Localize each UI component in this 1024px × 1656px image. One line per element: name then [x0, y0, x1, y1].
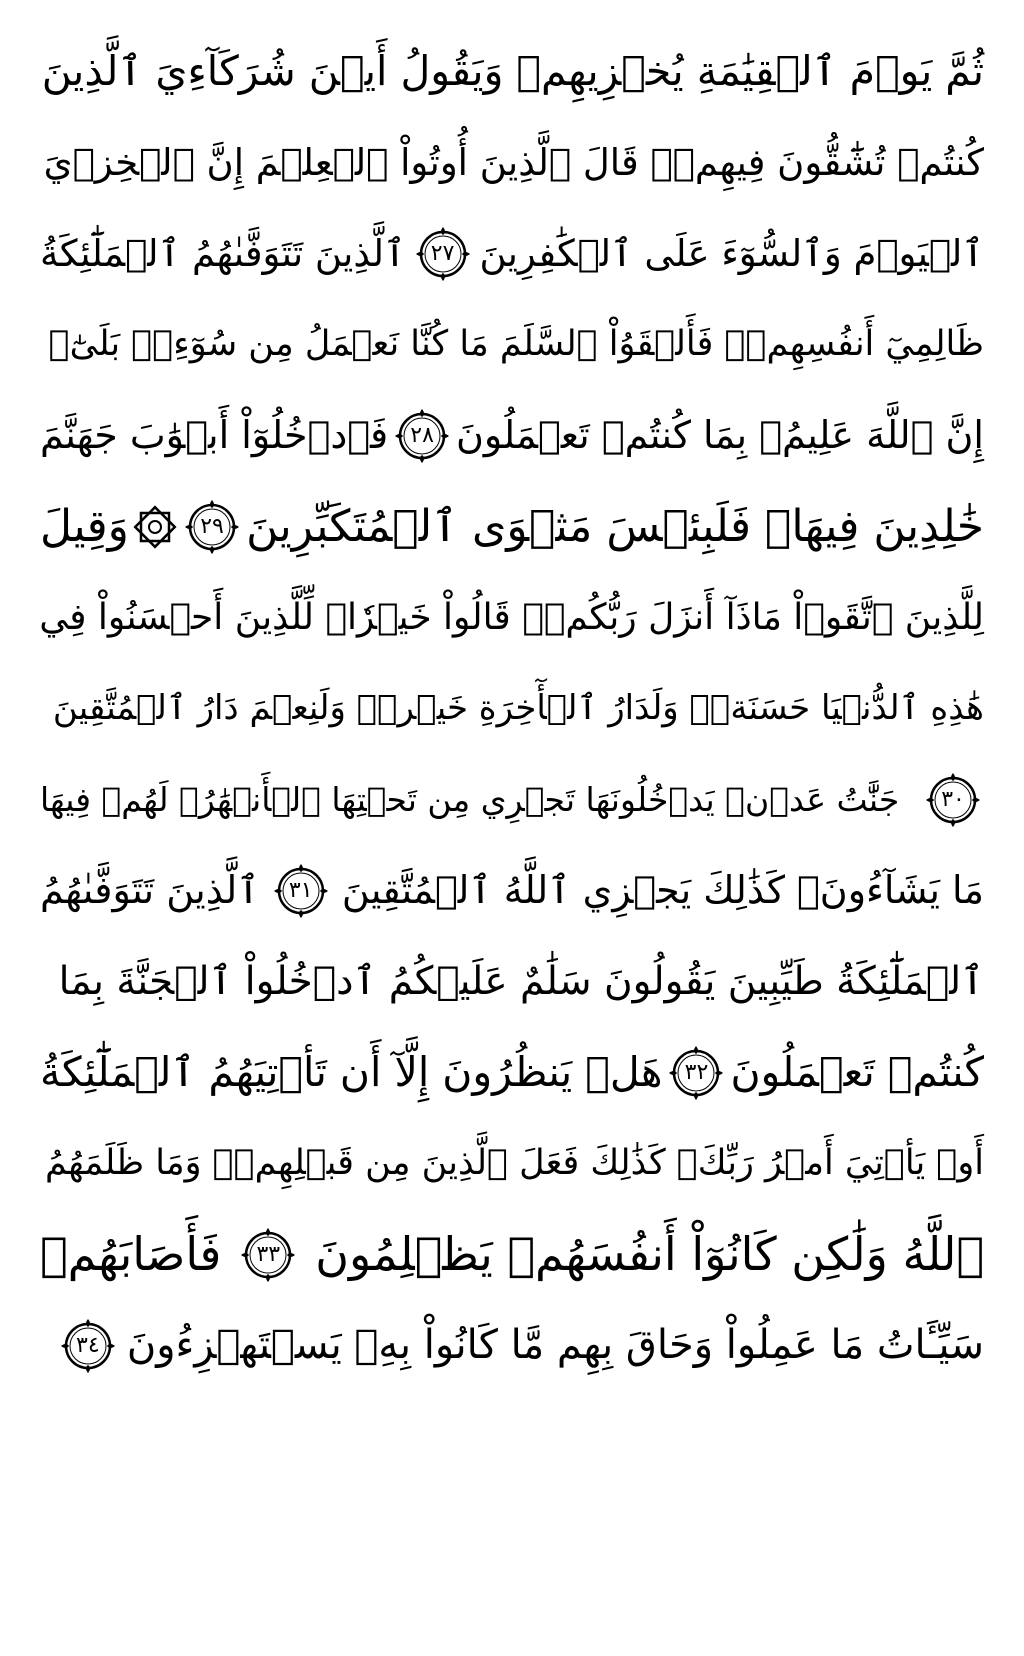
verse-text: أَوۡ يَأۡتِيَ أَمۡرُ رَبِّكَۚ كَذَٰلِكَ فَعَلَ ٱلَّذِينَ مِن قَبۡلِهِمۡۚ وَمَا ظَلَمَهُمُ: [44, 1143, 984, 1183]
verse-text: هَلۡ يَنظُرُونَ إِلَّآ أَن تَأۡتِيَهُمُ ٱلۡمَلَٰٓئِكَةُ: [40, 1048, 663, 1096]
text-line: [40, 1300, 984, 1391]
text-line: [40, 117, 984, 208]
text-line: [40, 936, 984, 1027]
text-line: [40, 208, 984, 299]
verse-text: فَٱدۡخُلُوٓاْ أَبۡوَٰبَ جَهَنَّمَ: [40, 413, 389, 457]
text-line: [40, 1118, 984, 1209]
text-line: [40, 845, 984, 936]
text-line: [40, 663, 984, 754]
verse-text: كُنتُمۡ تَعۡمَلُونَ: [730, 1048, 984, 1096]
verse-text: كُنتُمۡ تُشَٰٓقُّونَ فِيهِمۡۚ قَالَ ٱلَّذِينَ أُوتُواْ ٱلۡعِلۡمَ إِنَّ ٱلۡخِزۡيَ: [43, 141, 984, 184]
verse-text: فَأَصَابَهُمۡ: [40, 1227, 222, 1281]
verse-number: ٣٠: [941, 786, 965, 812]
verse-text: ثُمَّ يَوۡمَ ٱلۡقِيَٰمَةِ يُخۡزِيهِمۡ وَيَقُولُ أَيۡنَ شُرَكَآءِيَ ٱلَّذِينَ: [41, 47, 984, 95]
verse-text: ٱلۡيَوۡمَ وَٱلسُّوٓءَ عَلَى ٱلۡكَٰفِرِينَ: [479, 232, 984, 275]
text-line: [40, 481, 984, 572]
verse-number-marker: [391, 405, 453, 467]
text-line: [40, 1027, 984, 1118]
text-line: [40, 1209, 984, 1300]
verse-number-marker: [57, 1315, 119, 1377]
verse-text: ٱلَّذِينَ تَتَوَفَّىٰهُمُ ٱلۡمَلَٰٓئِكَةُ: [40, 232, 406, 275]
verse-text: سَيِّـَٔاتُ مَا عَمِلُواْ وَحَاقَ بِهِم مَّا كَانُواْ بِهِۦ يَسۡتَهۡزِءُونَ: [126, 1322, 984, 1368]
verse-text: إِنَّ ٱللَّهَ عَلِيمُۢ بِمَا كُنتُمۡ تَعۡمَلُونَ: [455, 413, 984, 457]
verse-text: ظَالِمِيٓ أَنفُسِهِمۡۖ فَأَلۡقَوُاْ ٱلسَّلَمَ مَا كُنَّا نَعۡمَلُ مِن سُوٓءِۭۚ بَلَىٰٓۚ: [48, 324, 984, 364]
verse-text: مَا يَشَآءُونَۚ كَذَٰلِكَ يَجۡزِي ٱللَّهُ ٱلۡمُتَّقِينَ: [341, 868, 984, 912]
verse-number: ٢٨: [410, 422, 434, 448]
verse-text: وَقِيلَ: [40, 501, 129, 552]
verse-text: لِلَّذِينَ ٱتَّقَوۡاْ مَاذَآ أَنزَلَ رَبُّكُمۡۚ قَالُواْ خَيۡرٗاۗ لِّلَّذِينَ أَحۡسَنُواْ فِي: [39, 597, 984, 638]
verse-text: هَٰذِهِ ٱلدُّنۡيَا حَسَنَةٞۚ وَلَدَارُ ٱلۡأٓخِرَةِ خَيۡرٞۚ وَلَنِعۡمَ دَارُ ٱلۡمُتَّقِينَ: [52, 688, 984, 728]
verse-number-marker: [665, 1042, 727, 1104]
verse-number: ٢٧: [430, 240, 455, 266]
verse-number: ٣٣: [256, 1241, 281, 1267]
verse-number-marker: [181, 496, 243, 558]
verse-number: ٣٤: [76, 1332, 100, 1358]
verse-text: جَنَّٰتُ عَدۡنٖ يَدۡخُلُونَهَا تَجۡرِي مِن تَحۡتِهَا ٱلۡأَنۡهَٰرُۖ لَهُمۡ فِيهَا: [40, 780, 900, 819]
verse-number-marker: [412, 223, 474, 285]
text-line: [40, 26, 984, 117]
verse-number-marker: [237, 1224, 299, 1286]
text-line: [40, 390, 984, 481]
verse-number: ٢٩: [200, 513, 224, 539]
verse-number-marker: [270, 860, 332, 922]
rub-el-hizb-icon: [132, 504, 178, 550]
verse-text: ٱلَّذِينَ تَتَوَفَّىٰهُمُ: [40, 868, 260, 912]
verse-text: ٱلۡمَلَٰٓئِكَةُ طَيِّبِينَ يَقُولُونَ سَلَٰمٌ عَلَيۡكُمُ ٱدۡخُلُواْ ٱلۡجَنَّةَ بِمَا: [58, 959, 984, 1004]
verse-text: خَٰلِدِينَ فِيهَاۖ فَلَبِئۡسَ مَثۡوَى ٱلۡمُتَكَبِّرِينَ: [246, 501, 984, 552]
verse-number: ٣٢: [684, 1059, 709, 1085]
verse-text: ٱللَّهُ وَلَٰكِن كَانُوٓاْ أَنفُسَهُمۡ يَظۡلِمُونَ: [315, 1227, 984, 1281]
text-line: [40, 754, 984, 845]
text-line: [40, 572, 984, 663]
verse-number-marker: [922, 769, 984, 831]
verse-number: ٣١: [288, 877, 313, 903]
text-line: [40, 299, 984, 390]
